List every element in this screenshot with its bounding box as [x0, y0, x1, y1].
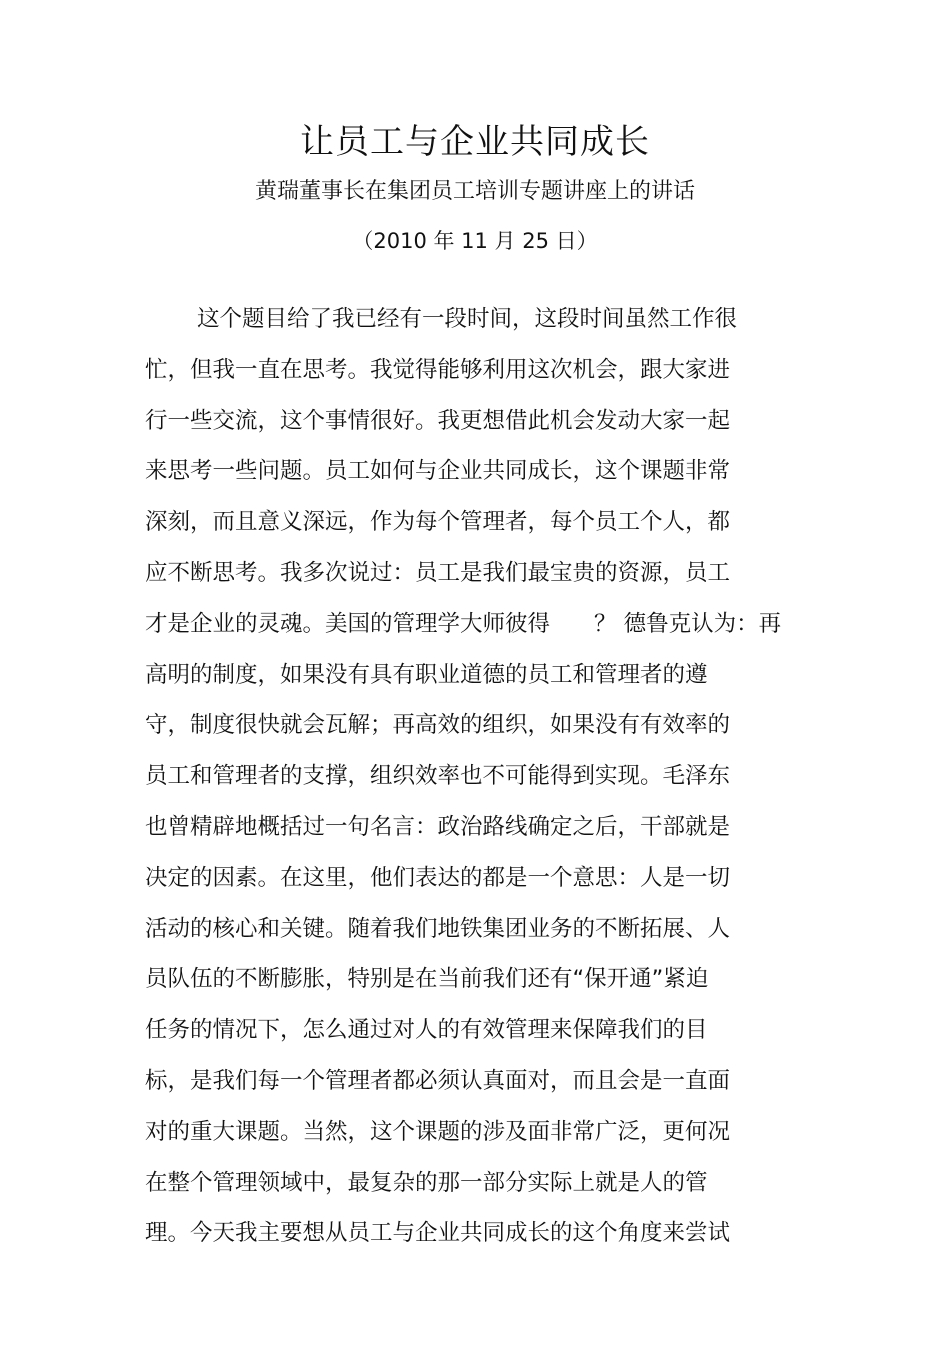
body-line: 对的重大课题。当然，这个课题的涉及面非常广泛，更何况 [145, 1118, 731, 1145]
body-line: 在整个管理领域中，最复杂的那一部分实际上就是人的管 [145, 1169, 708, 1196]
document-subtitle: 黄瑞董事长在集团员工培训专题讲座上的讲话 [254, 179, 695, 204]
document-title: 让员工与企业共同成长 [300, 122, 650, 162]
body-line: 员工和管理者的支撑，组织效率也不可能得到实现。毛泽东 [145, 763, 731, 790]
body-line: 这个题目给了我已经有一段时间，这段时间虽然工作很 [197, 306, 738, 332]
body-line: 理。今天我主要想从员工与企业共同成长的这个角度来尝试 [145, 1220, 731, 1247]
body-line: 决定的因素。在这里，他们表达的都是一个意思：人是一切 [145, 864, 731, 891]
body-line: 忙，但我一直在思考。我觉得能够利用这次机会，跟大家进 [145, 356, 731, 383]
body-line-part-1: 才是企业的灵魂。美国的管理学大师彼得 [145, 610, 551, 637]
body-line: 也曾精辟地概括过一句名言：政治路线确定之后，干部就是 [145, 813, 731, 840]
body-line: 深刻，而且意义深远，作为每个管理者，每个员工个人，都 [145, 509, 731, 536]
body-line: 来思考一些问题。员工如何与企业共同成长，这个课题非常 [145, 458, 731, 485]
body-text [145, 300, 825, 1265]
body-line-split [145, 605, 825, 656]
body-line: 高明的制度，如果没有具有职业道德的员工和管理者的遵 [145, 661, 708, 688]
body-line-part-2: ？ 德鲁克认为：再 [594, 610, 782, 637]
body-line: 守，制度很快就会瓦解；再高效的组织，如果没有有效率的 [145, 712, 731, 739]
body-line: 行一些交流，这个事情很好。我更想借此机会发动大家一起 [145, 407, 731, 434]
body-line: 任务的情况下，怎么通过对人的有效管理来保障我们的目 [145, 1017, 708, 1044]
body-line: 活动的核心和关键。随着我们地铁集团业务的不断拓展、人 [145, 915, 731, 942]
document-date: （2010 年 11 月 25 日） [352, 229, 598, 253]
body-line: 员队伍的不断膨胀，特别是在当前我们还有“保开通”紧迫 [145, 966, 709, 993]
body-line: 应不断思考。我多次说过：员工是我们最宝贵的资源，员工 [145, 559, 731, 586]
body-line: 标，是我们每一个管理者都必须认真面对，而且会是一直面 [145, 1067, 731, 1094]
